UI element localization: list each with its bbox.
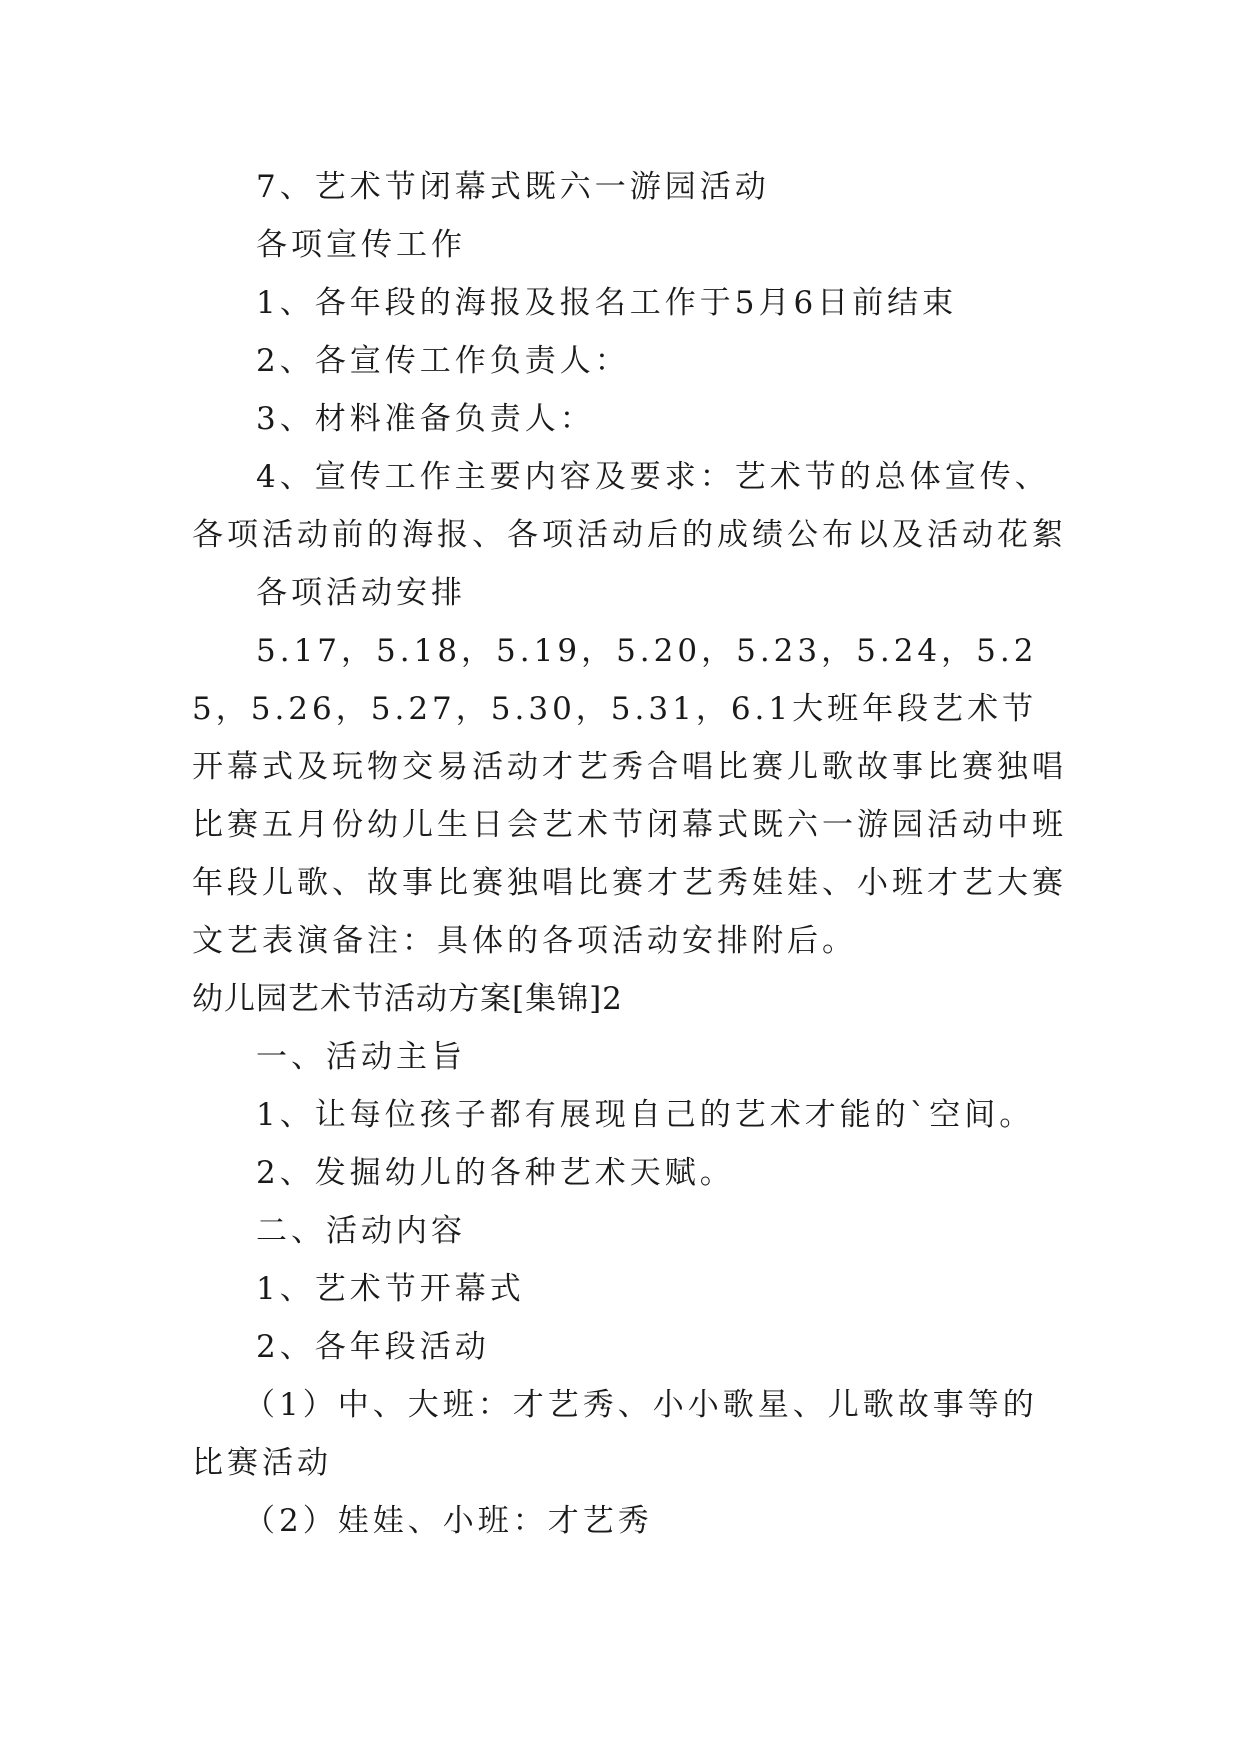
section-heading-publicity: 各项宣传工作 — [256, 227, 466, 263]
section-heading-purpose: 一、活动主旨 — [256, 1039, 466, 1075]
section-heading-schedule: 各项活动安排 — [256, 575, 466, 611]
content-subitem-1: （1）中、大班：才艺秀、小小歌星、儿歌故事等的比赛活动 — [192, 1387, 1038, 1481]
paragraph-item-1: 1、各年段的海报及报名工作于5月6日前结束 — [256, 285, 958, 321]
purpose-item-2: 2、发掘幼儿的各种艺术天赋。 — [256, 1155, 735, 1191]
purpose-item-1: 1、让每位孩子都有展现自己的艺术才能的`空间。 — [256, 1097, 1035, 1133]
paragraph-item-7: 7、艺术节闭幕式既六一游园活动 — [256, 169, 770, 205]
document-title: 幼儿园艺术节活动方案[集锦]2 — [192, 981, 623, 1017]
content-item-2: 2、各年段活动 — [256, 1329, 490, 1365]
section-heading-content: 二、活动内容 — [256, 1213, 466, 1249]
schedule-paragraph: 5.17，5.18，5.19，5.20，5.23，5.24，5.25，5.26，5.27，5.30，5.31，6.1大班年段艺术节开幕式及玩物交易活动才艺秀合唱比赛儿歌故事比赛独唱比赛五月份幼儿生日会艺术节闭幕式既六一游园活动中班年段儿歌、故事比赛独唱比赛才艺秀娃娃、小班才艺大赛文艺表演备注：具体的各项活动安排附后。 — [192, 633, 1067, 959]
document-page — [192, 158, 1072, 1550]
paragraph-item-2: 2、各宣传工作负责人： — [256, 343, 630, 379]
paragraph-item-4: 4、宣传工作主要内容及要求：艺术节的总体宣传、各项活动前的海报、各项活动后的成绩公布以及活动花絮 — [192, 459, 1067, 553]
content-subitem-2: （2）娃娃、小班：才艺秀 — [244, 1503, 653, 1539]
content-item-1: 1、艺术节开幕式 — [256, 1271, 525, 1307]
paragraph-item-3: 3、材料准备负责人： — [256, 401, 595, 437]
